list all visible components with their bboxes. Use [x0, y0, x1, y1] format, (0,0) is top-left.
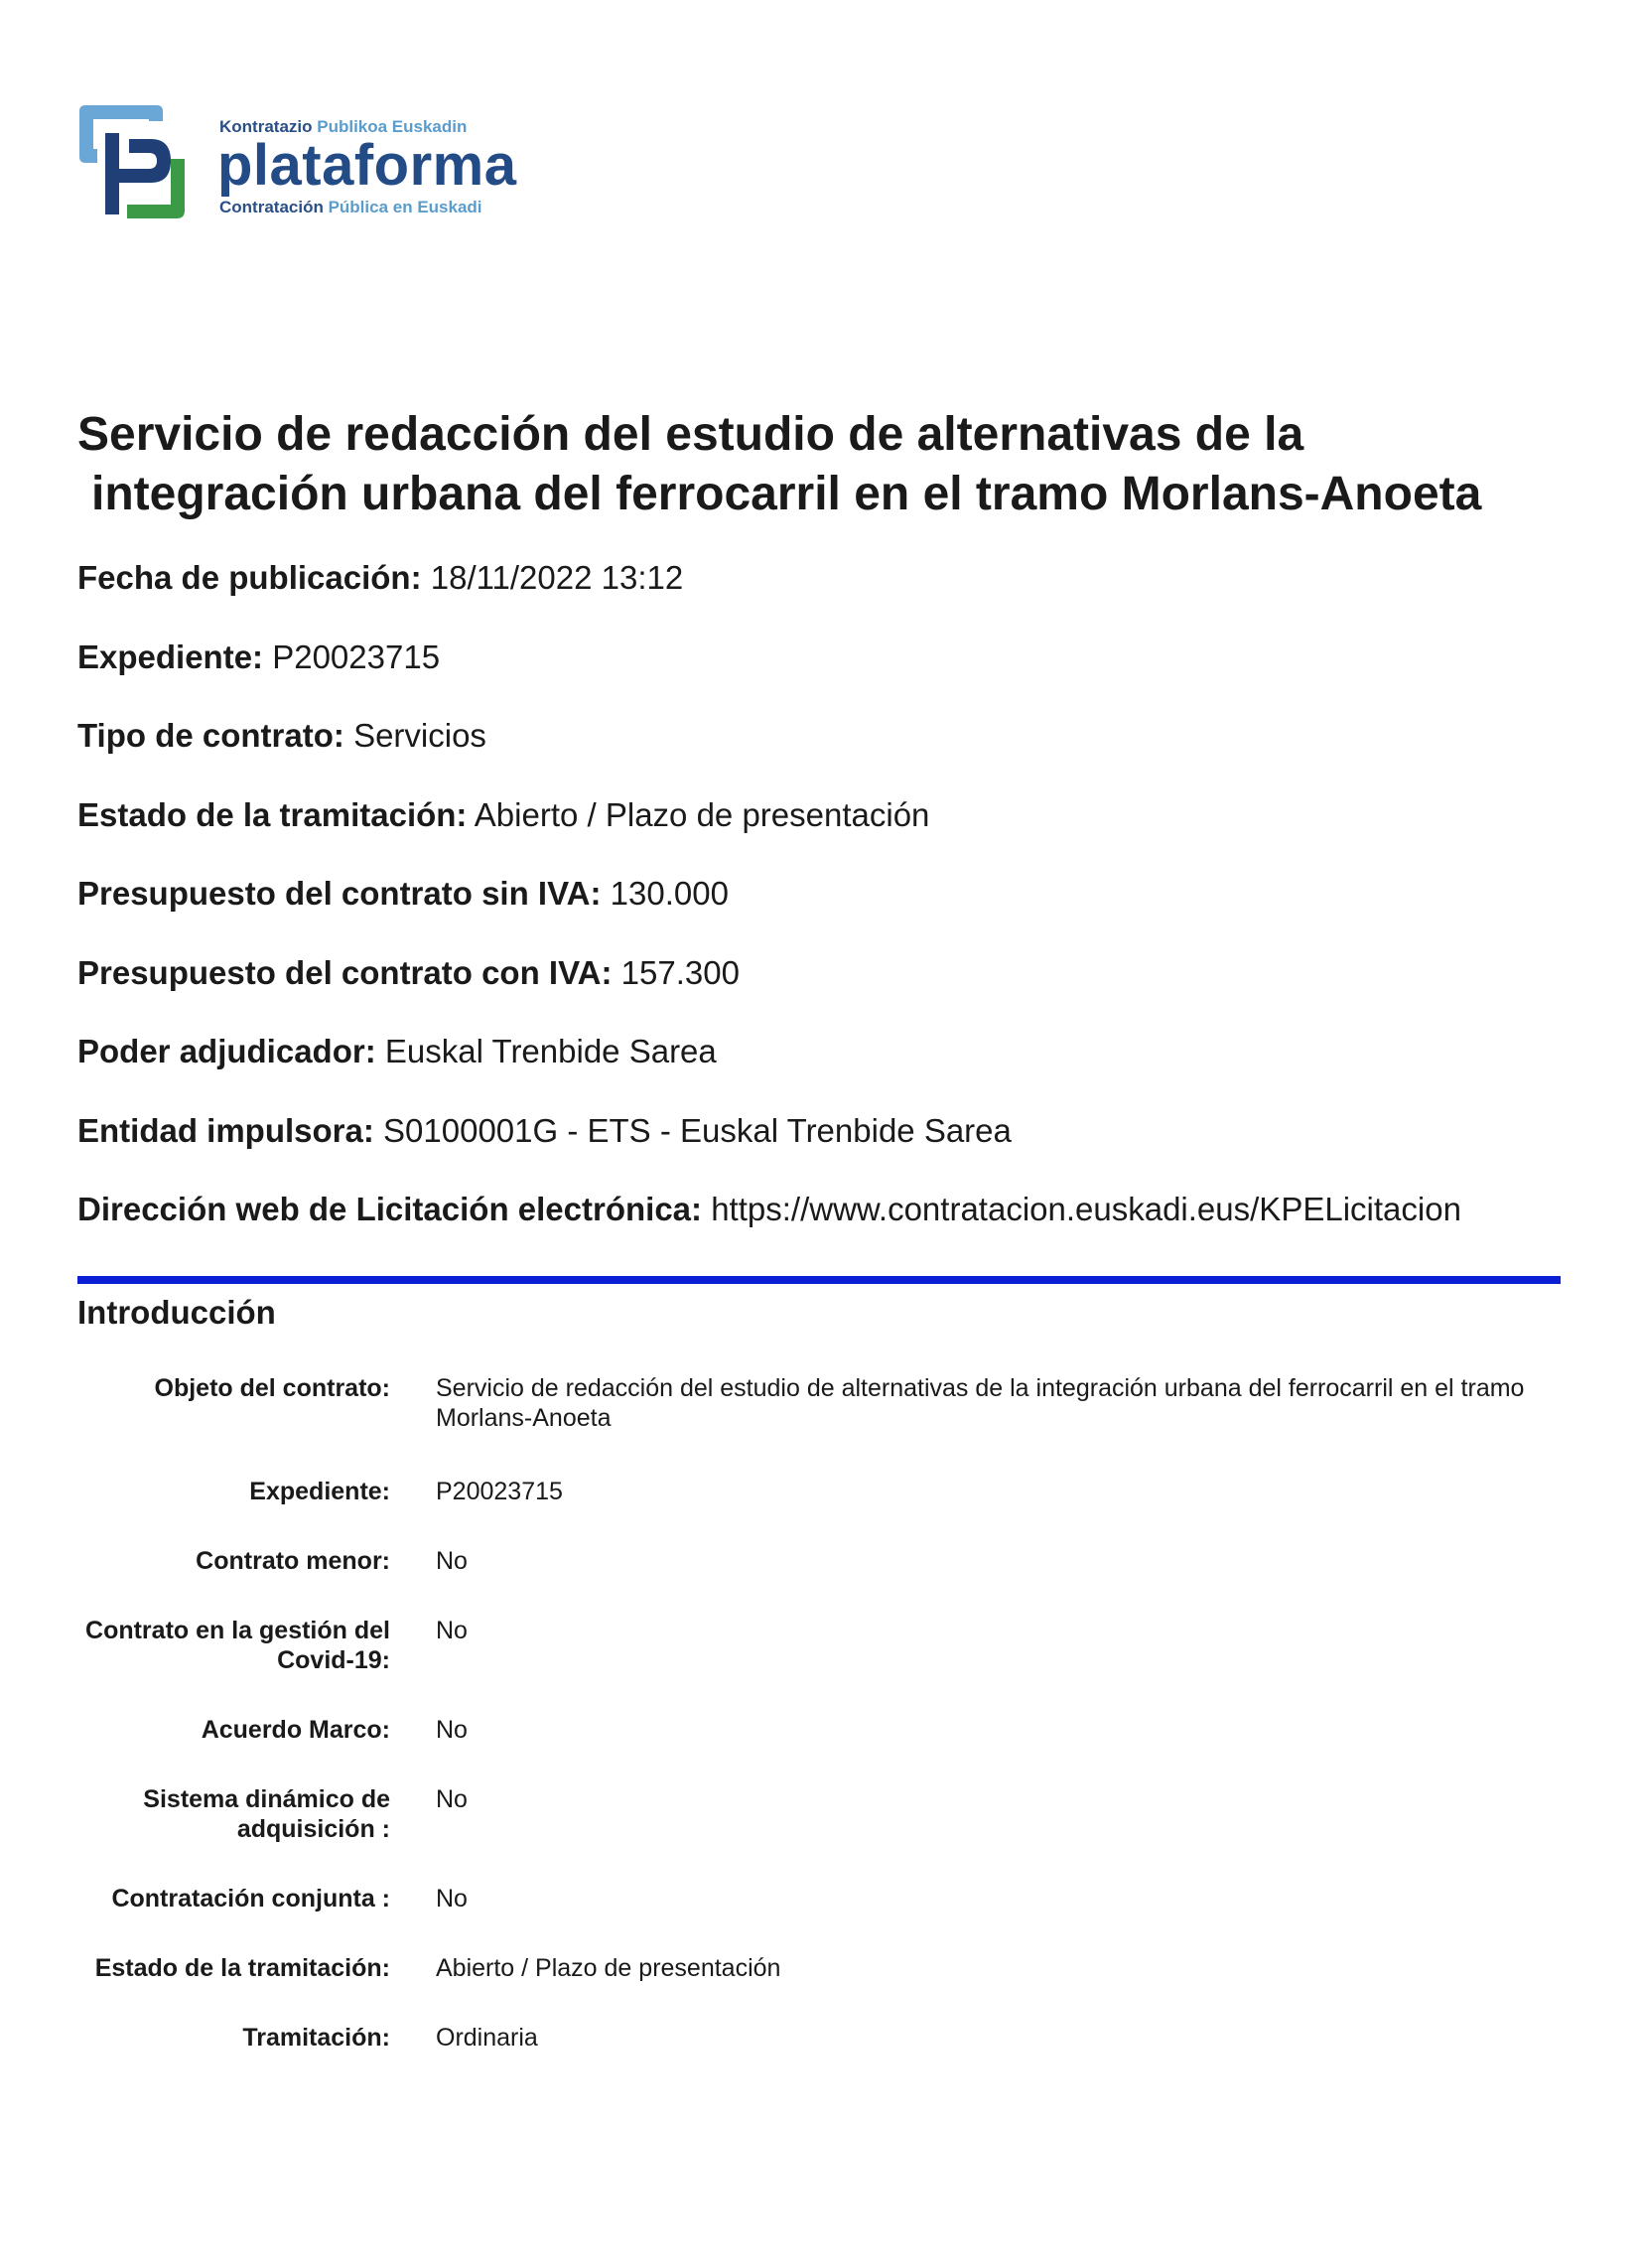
- summary-label: Estado de la tramitación:: [77, 795, 468, 833]
- logo-wordmark: plataforma: [217, 133, 517, 198]
- detail-row-contrato-menor: [77, 1546, 1567, 1616]
- summary-label: Poder adjudicador:: [77, 1033, 376, 1069]
- section-divider: [77, 1276, 1561, 1284]
- logo-tagline-basque: Kontratazio Publikoa Euskadin: [219, 117, 468, 136]
- detail-label-line: Covid-19:: [277, 1646, 390, 1674]
- detail-label: [77, 1477, 390, 1506]
- detail-label-line: adquisición :: [236, 1815, 390, 1843]
- detail-value-line: No: [436, 1617, 468, 1644]
- detail-value-line: Servicio de redacción del estudio de alternativas de la integración urbana del ferrocarril en el tramo: [436, 1374, 1525, 1402]
- summary-row-estado: [77, 795, 1586, 875]
- summary-value: P20023715: [272, 638, 441, 675]
- detail-value-line: Abierto / Plazo de presentación: [436, 1954, 781, 1982]
- detail-label-line: Contratación conjunta :: [111, 1885, 390, 1913]
- detail-row-covid: [77, 1616, 1567, 1715]
- summary-label: Fecha de publicación:: [77, 559, 422, 596]
- summary-row-tipo-contrato: [77, 716, 1586, 795]
- detail-value: [436, 1616, 1528, 1645]
- summary-value: Servicios: [353, 717, 486, 754]
- detail-row-estado-tramitacion: [77, 1953, 1567, 2023]
- detail-value: [436, 2023, 1528, 2053]
- detail-value-line: P20023715: [436, 1478, 563, 1505]
- detail-label: [77, 1546, 390, 1576]
- detail-label-line: Sistema dinámico de: [143, 1785, 390, 1813]
- details-table: [77, 1373, 1567, 2092]
- detail-label-line: Expediente:: [249, 1478, 390, 1505]
- summary-row-entidad-impulsora: [77, 1111, 1586, 1191]
- detail-value-line: No: [436, 1547, 468, 1575]
- summary-value: S0100001G - ETS - Euskal Trenbide Sarea: [383, 1111, 1012, 1149]
- detail-label: [77, 1616, 390, 1675]
- summary-value: 130.000: [610, 875, 729, 912]
- licitacion-url-link[interactable]: https://www.contratacion.euskadi.eus/KPELicitacion: [711, 1191, 1461, 1227]
- detail-value: [436, 1477, 1528, 1506]
- detail-value: [436, 1784, 1528, 1814]
- detail-label: [77, 1373, 390, 1403]
- detail-row-tramitacion: [77, 2023, 1567, 2092]
- summary-value: Euskal Trenbide Sarea: [384, 1033, 717, 1069]
- detail-label: [77, 1715, 390, 1745]
- detail-value-line: Morlans-Anoeta: [436, 1404, 612, 1432]
- summary-label: Presupuesto del contrato sin IVA:: [77, 875, 602, 912]
- summary-value: Abierto / Plazo de presentación: [474, 795, 930, 833]
- summary-value: 157.300: [620, 953, 740, 991]
- plataforma-logo-icon: [75, 99, 205, 223]
- detail-row-sistema-dinamico: [77, 1784, 1567, 1884]
- detail-label: [77, 1953, 390, 1983]
- summary-label: Entidad impulsora:: [77, 1111, 374, 1149]
- summary-label: Expediente:: [77, 638, 264, 675]
- detail-value-line: No: [436, 1885, 468, 1913]
- summary-row-expediente: [77, 638, 1586, 717]
- detail-label-line: Contrato menor:: [196, 1547, 390, 1575]
- detail-value-line: No: [436, 1716, 468, 1744]
- summary-label: Presupuesto del contrato con IVA:: [77, 953, 613, 991]
- page-title-line-2: integración urbana del ferrocarril en el tramo Morlans-Anoeta: [91, 468, 1482, 520]
- detail-value: [436, 1546, 1528, 1576]
- summary-row-direccion-web: [77, 1190, 1586, 1269]
- summary-value: 18/11/2022 13:12: [430, 559, 684, 596]
- summary-row-presupuesto-sin-iva: [77, 874, 1586, 953]
- detail-value-line: Ordinaria: [436, 2024, 538, 2052]
- detail-label-line: Tramitación:: [242, 2024, 390, 2052]
- detail-value: [436, 1884, 1528, 1914]
- detail-value: [436, 1373, 1528, 1433]
- detail-row-contratacion-conjunta: [77, 1884, 1567, 1953]
- summary-row-fecha: [77, 558, 1586, 638]
- page-title-line-1: Servicio de redacción del estudio de alternativas de la: [77, 408, 1304, 461]
- summary-label: Dirección web de Licitación electrónica:: [77, 1191, 703, 1227]
- detail-label-line: Estado de la tramitación:: [94, 1954, 390, 1982]
- summary-fields: [77, 558, 1586, 1269]
- detail-label-line: Objeto del contrato:: [154, 1374, 390, 1402]
- detail-label: [77, 1784, 390, 1844]
- detail-row-expediente: [77, 1477, 1567, 1546]
- summary-row-poder-adjudicador: [77, 1032, 1586, 1111]
- logo-tagline-spanish: Contratación Pública en Euskadi: [219, 198, 482, 216]
- summary-row-presupuesto-con-iva: [77, 953, 1586, 1033]
- detail-row-objeto: [77, 1373, 1567, 1477]
- summary-label: Tipo de contrato:: [77, 717, 344, 754]
- detail-value-line: No: [436, 1785, 468, 1813]
- detail-label-line: Acuerdo Marco:: [201, 1716, 390, 1744]
- page-title: [77, 405, 1586, 524]
- plataforma-logo: [75, 99, 532, 223]
- section-title-introduccion: Introducción: [77, 1294, 276, 1331]
- detail-value: [436, 1953, 1528, 1983]
- detail-row-acuerdo-marco: [77, 1715, 1567, 1784]
- detail-label-line: Contrato en la gestión del: [85, 1617, 390, 1644]
- detail-label: [77, 2023, 390, 2053]
- detail-value: [436, 1715, 1528, 1745]
- detail-label: [77, 1884, 390, 1914]
